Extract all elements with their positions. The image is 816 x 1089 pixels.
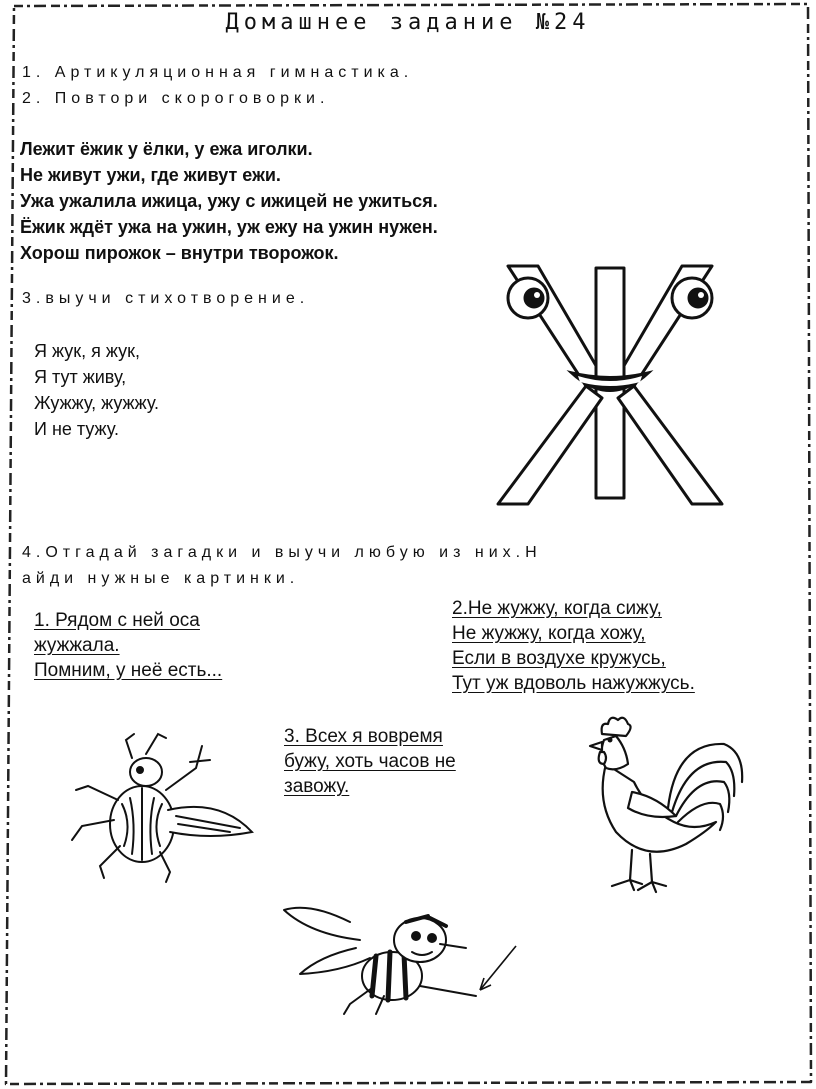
tongue-twister-line: Ужа ужалила ижица, ужу с ижицей не ужиться. — [20, 191, 438, 211]
task-2: 2. Повтори скороговорки. — [22, 90, 330, 107]
page-title: Домашнее задание №24 — [225, 10, 591, 35]
poem-line: И не тужу. — [34, 419, 119, 439]
riddle-3-line: бужу, хоть часов не — [284, 751, 456, 772]
riddle-2-line: Не жужжу, когда хожу, — [452, 623, 646, 644]
riddle-3-number: 3. — [284, 726, 300, 747]
poem — [34, 338, 159, 442]
mosquito-image — [280, 892, 520, 1016]
task-1: 1. Артикуляционная гимнастика. — [22, 64, 414, 81]
riddle-3 — [284, 724, 456, 799]
tongue-twister-line: Лежит ёжик у ёлки, у ежа иголки. — [20, 139, 313, 159]
riddle-1-number: 1. — [34, 610, 50, 631]
riddle-3-line: завожу. — [284, 776, 350, 797]
riddle-1 — [34, 608, 222, 683]
tongue-twister-line: Не живут ужи, где живут ежи. — [20, 165, 281, 185]
tongue-twister-line: Ёжик ждёт ужа на ужин, уж ежу на ужин нужен. — [20, 217, 438, 237]
poem-line: Я жук, я жук, — [34, 341, 140, 361]
letter-zh-cartoon-image — [490, 258, 730, 510]
riddle-1-line: жужжала. — [34, 635, 120, 656]
rooster-image — [576, 712, 748, 900]
task-4-line-2: айди нужные картинки. — [22, 570, 300, 587]
task-3: 3.выучи стихотворение. — [22, 290, 310, 307]
tongue-twisters — [20, 136, 438, 266]
riddle-2-line: Если в воздухе кружусь, — [452, 648, 666, 669]
tongue-twister-line: Хорош пирожок – внутри творожок. — [20, 243, 339, 263]
riddle-2-line: Тут уж вдоволь нажужжусь. — [452, 673, 695, 694]
task-4-line-1: 4.Отгадай загадки и выучи любую из них.Н — [22, 544, 542, 561]
poem-line: Я тут живу, — [34, 367, 127, 387]
riddle-2-line: 2.Не жужжу, когда сижу, — [452, 598, 662, 619]
beetle-image — [70, 728, 256, 884]
riddle-1-line: Помним, у неё есть... — [34, 660, 223, 681]
riddle-3-line: Всех я вовремя — [305, 726, 443, 747]
riddle-2 — [452, 596, 695, 696]
poem-line: Жужжу, жужжу. — [34, 393, 160, 413]
riddle-1-line: Рядом с ней оса — [55, 610, 200, 631]
